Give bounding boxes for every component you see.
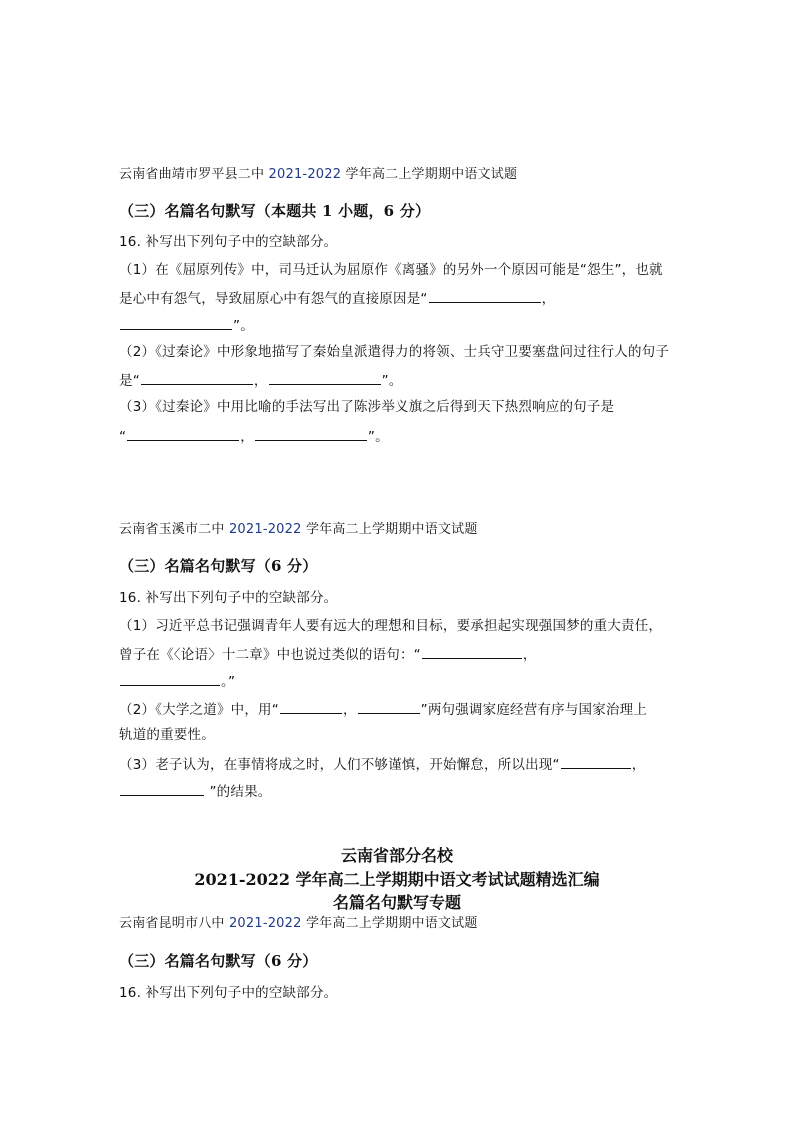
- source-school: 云南省玉溪市二中: [119, 522, 229, 537]
- answer-blank[interactable]: [280, 699, 342, 714]
- question-line: “ ， ”。: [119, 426, 389, 446]
- question-line: 是“ ， ”。: [119, 370, 403, 390]
- question-line: （1）在《屈原列传》中，司马迁认为屈原作《离骚》的另外一个原因可能是“怨生”，也就: [119, 262, 663, 278]
- answer-blank[interactable]: [255, 426, 367, 441]
- section-heading: （三）名篇名句默写（本题共 1 小题，6 分）: [119, 202, 431, 220]
- source-line: [119, 915, 478, 933]
- answer-blank[interactable]: [269, 370, 381, 385]
- section-heading: （三）名篇名句默写（6 分）: [119, 557, 318, 575]
- question-line: 轨道的重要性。: [119, 727, 215, 743]
- question-line: 。”: [119, 671, 235, 691]
- question-line: 是心中有怨气，导致屈原心中有怨气的直接原因是“ ，: [119, 288, 555, 308]
- question-line: （2）《大学之道》中，用“ ， ”两句强调家庭经营有序与国家治理上: [119, 699, 647, 719]
- question-line: （3）《过秦论》中用比喻的手法写出了陈涉举义旗之后得到天下热烈响应的句子是: [119, 399, 615, 415]
- source-school: 云南省昆明市八中: [119, 916, 229, 931]
- source-school: 云南省曲靖市罗平县二中: [119, 167, 269, 182]
- banner-topic: 名篇名句默写专题: [332, 893, 461, 912]
- section-heading: （三）名篇名句默写（6 分）: [119, 952, 318, 970]
- question-line: （3）老子认为，在事情将成之时，人们不够谨慎，开始懈怠，所以出现“ ，: [119, 754, 645, 774]
- answer-blank[interactable]: [127, 426, 239, 441]
- source-year: 2021-2022: [268, 167, 342, 182]
- question-line: ”。: [119, 315, 254, 335]
- answer-blank[interactable]: [120, 781, 204, 796]
- source-exam: 学年高二上学期期中语文试题: [301, 522, 478, 537]
- answer-blank[interactable]: [120, 671, 220, 686]
- question-stem: 16. 补写出下列句子中的空缺部分。: [119, 234, 338, 250]
- answer-blank[interactable]: [429, 288, 541, 303]
- question-line: ”的结果。: [119, 781, 272, 801]
- answer-blank[interactable]: [120, 315, 232, 330]
- answer-blank[interactable]: [422, 644, 522, 659]
- banner-title: 云南省部分名校: [340, 846, 453, 865]
- question-line: （1）习近平总书记强调青年人要有远大的理想和目标，要承担起实现强国梦的重大责任，: [119, 618, 663, 634]
- answer-blank[interactable]: [561, 754, 631, 769]
- question-line: （2）《过秦论》中形象地描写了秦始皇派遣得力的将领、士兵守卫要塞盘问过往行人的句子: [119, 344, 670, 360]
- question-stem: 16. 补写出下列句子中的空缺部分。: [119, 590, 338, 606]
- question-stem: 16. 补写出下列句子中的空缺部分。: [119, 985, 338, 1001]
- question-line: 曾子在《〈论语〉十二章》中也说过类似的语句：“ ，: [119, 644, 537, 664]
- answer-blank[interactable]: [358, 699, 420, 714]
- answer-blank[interactable]: [141, 370, 253, 385]
- banner-subtitle: 2021-2022 学年高二上学期期中语文考试试题精选汇编: [194, 870, 600, 889]
- source-line: [119, 521, 478, 539]
- source-year: 2021-2022: [228, 916, 302, 931]
- source-exam: 学年高二上学期期中语文试题: [301, 916, 478, 931]
- source-exam: 学年高二上学期期中语文试题: [341, 167, 518, 182]
- source-year: 2021-2022: [228, 522, 302, 537]
- source-line: [119, 166, 517, 184]
